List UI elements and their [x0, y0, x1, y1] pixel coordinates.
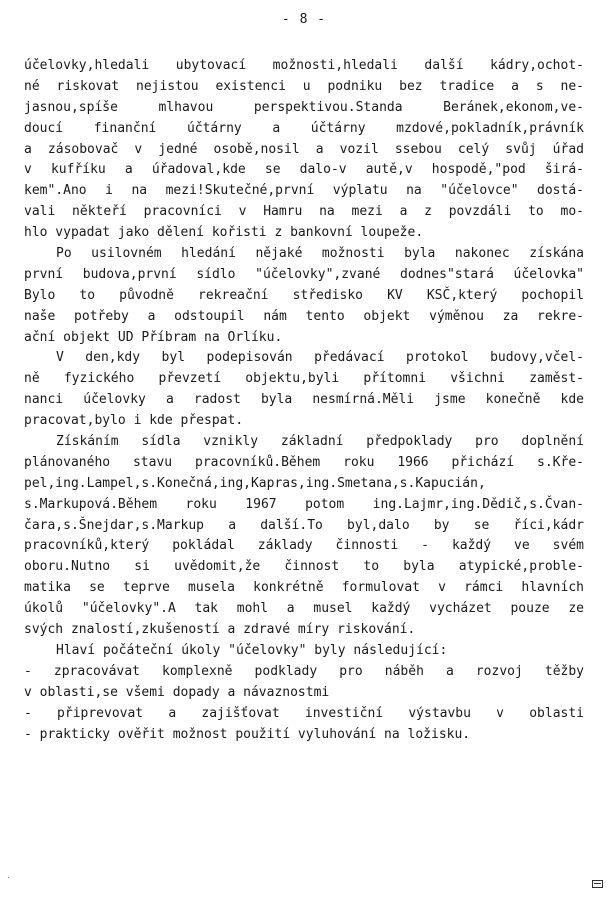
text-line: pel,ing.Lampel,s.Konečná,ing,Kapras,ing.Smetana,s.Kapucián, [24, 475, 486, 491]
text-line: a zásobovač v jedné osobě,nosil a vozil ssebou celý svůj úřad [24, 141, 584, 157]
text-line: s.Markupová.Během roku 1967 potom ing.Lajmr,ing.Dědič,s.Čvan- [24, 496, 584, 512]
text-line: - zpracovávat komplexně podklady pro náběh a rozvoj těžby [24, 663, 584, 679]
document-corner-icon[interactable] [592, 880, 603, 888]
text-line: doucí finanční účtárny a účtárny mzdové,pokladník,právník [24, 120, 584, 136]
text-line: čara,s.Šnejdar,s.Markup a další.To byl,dalo by se říci,kádr [24, 517, 584, 533]
text-line: - připrevovat a zajišťovat investiční výstavbu v oblasti [24, 705, 584, 721]
text-line: v kufříku a úřadoval,kde se dalo-v autě,v hospodě,"pod širá- [24, 162, 584, 178]
text-line: účelovky,hledali ubytovací možnosti,hledali další kádry,ochot- [24, 58, 584, 73]
text-line: hlo vypadat jako dělení kořisti z bankovní loupeže. [24, 225, 424, 241]
page-number: - 8 - [281, 12, 327, 27]
text-line: plánovaného stavu pracovníků.Během roku 1966 přichází s.Křе- [24, 454, 584, 470]
text-line: vali někteří pracovníci v Hamru na mezi a z povzdáli to mo- [24, 204, 584, 220]
text-line: ně fyzického převzetí objektu,byli přítomni všichni zaměst- [24, 371, 584, 387]
text-line: naše potřeby a odstoupil nám tento objekt výměnou za rekre- [24, 308, 584, 324]
text-line: V den,kdy byl podepisován předávací protokol budovy,včel- [56, 350, 584, 366]
text-line: pracovat,bylo i kde přespat. [24, 413, 244, 429]
text-line: oboru.Nutno si uvědomit,že činnost to byla atypické,proble- [24, 559, 584, 575]
text-line: Bylo to původně rekreační středisko KV KSČ,který pochopil [24, 287, 584, 303]
text-line: Hlaví počáteční úkoly "účelovky" byly následující: [56, 642, 448, 658]
text-line: svých znalostí,zkušeností a zdravé míry riskování. [24, 622, 416, 638]
text-line: ační objekt UD Příbram na Orlíku. [24, 329, 283, 345]
text-line: nanci účelovky a radost byla nesmírná.Měli jsme konečně kde [24, 392, 584, 408]
text-line: pracovníků,který pokládal základy činnosti - každý ve svém [24, 538, 584, 554]
text-line: jasnou,spíše mlhavou perspektivou.Standa Beránek,ekonom,ve- [24, 99, 584, 115]
text-line: matika se teprve musela konkrétně formulovat v rámci hlavních [24, 580, 584, 596]
text-line: úkolů "účelovky".A tak mohl a musel každý vycházet pouze ze [24, 601, 584, 617]
text-line: - prakticky ověřit možnost použití vyluhování na ložisku. [24, 726, 471, 742]
text-line: Získáním sídla vznikly základní předpoklady pro doplnění [56, 434, 584, 450]
scan-speck [8, 877, 9, 878]
text-line: kem".Ano i na mezi!Skutečné,první výplatu na "účelovce" dostá- [24, 183, 584, 199]
text-line: Po usilovném hledání nějaké možnosti byla nakonec získána [56, 246, 584, 262]
text-line: v oblasti,se všemi dopady a návaznostmi [24, 684, 330, 700]
text-line: první budova,první sídlo "účelovky",zvané dodnes"stará účelovka" [24, 266, 584, 282]
document-body [24, 56, 584, 745]
text-line: né riskovat nejistou existenci u podniku bez tradice a s ne- [24, 78, 584, 94]
